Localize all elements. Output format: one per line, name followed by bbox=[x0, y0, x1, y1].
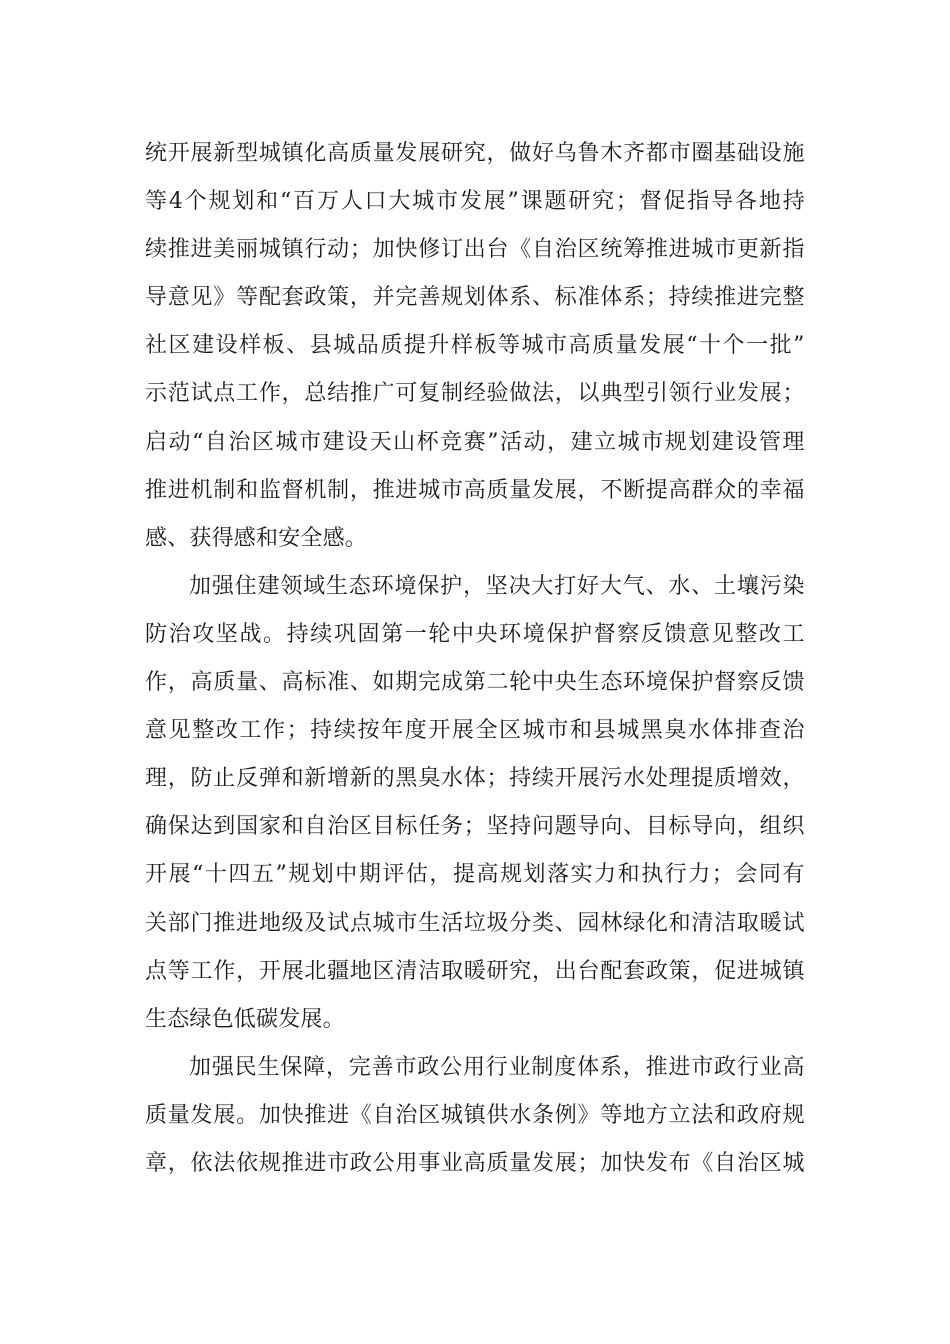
text-line: 加 强 住 建 领 域 生 态 环 境 保 护 ， 坚 决 大 打 好 大 气 、 水 、 土 壤 污 染 bbox=[189, 573, 805, 599]
text-line: 防 治 攻 坚 战 。 持 续 巩 固 第 一 轮 中 央 环 境 保 护 督 察 反 馈 意 见 整 改 工 bbox=[145, 621, 805, 647]
text-line: 确 保 达 到 国 家 和 自 治 区 目 标 任 务 ； 坚 持 问 题 导 向 、 目 标 导 向 ， 组 织 bbox=[145, 814, 805, 840]
text-line: 统 开 展 新 型 城 镇 化 高 质 量 发 展 研 究 ， 做 好 乌 鲁 木 齐 都 市 圈 基 础 设 施 bbox=[145, 141, 805, 166]
text-line: 加 强 民 生 保 障 ， 完 善 市 政 公 用 行 业 制 度 体 系 ， 推 进 市 政 行 业 高 bbox=[189, 1054, 805, 1080]
text-line: 开 展 “ 十 四 五 ” 规 划 中 期 评 估 ， 提 高 规 划 落 实 力 和 执 行 力 ； 会 同 有 bbox=[145, 862, 805, 888]
text-line: 意 见 整 改 工 作 ； 持 续 按 年 度 开 展 全 区 城 市 和 县 城 黑 臭 水 体 排 查 治 bbox=[145, 718, 805, 744]
text-line: 示 范 试 点 工 作 ， 总 结 推 广 可 复 制 经 验 做 法 ， 以 典 型 引 领 行 业 发 展 ； bbox=[145, 381, 805, 407]
text-line: 续 推 进 美 丽 城 镇 行 动 ； 加 快 修 订 出 台 《 自 治 区 统 筹 推 进 城 市 更 新 指 bbox=[145, 237, 805, 263]
text-line: 作 ， 高 质 量 、 高 标 准 、 如 期 完 成 第 二 轮 中 央 生 态 环 境 保 护 督 察 反 馈 bbox=[145, 670, 805, 696]
text-line: 感、获得感和安全感。 bbox=[145, 525, 368, 551]
text-line: 质 量 发 展 。 加 快 推 进 《 自 治 区 城 镇 供 水 条 例 》 等 地 方 立 法 和 政 府 规 bbox=[145, 1102, 805, 1128]
text-line: 启 动 “ 自 治 区 城 市 建 设 天 山 杯 竞 赛 ” 活 动 ， 建 立 城 市 规 划 建 设 管 理 bbox=[145, 429, 805, 455]
text-line: 理 ， 防 止 反 弹 和 新 增 新 的 黑 臭 水 体 ； 持 续 开 展 污 水 处 理 提 质 增 效 ， bbox=[145, 766, 805, 792]
text-line: 章 ， 依 法 依 规 推 进 市 政 公 用 事 业 高 质 量 发 展 ； 加 快 发 布 《 自 治 区 城 bbox=[145, 1150, 805, 1176]
body-text bbox=[145, 134, 805, 1192]
text-line: 推 进 机 制 和 监 督 机 制 ， 推 进 城 市 高 质 量 发 展 ， 不 断 提 高 群 众 的 幸 福 bbox=[145, 477, 805, 503]
text-line: 等 4 个 规 划 和 “ 百 万 人 口 大 城 市 发 展 ” 课 题 研 究 ； 督 促 指 导 各 地 持 bbox=[145, 189, 805, 215]
text-line: 关 部 门 推 进 地 级 及 试 点 城 市 生 活 垃 圾 分 类 、 园 林 绿 化 和 清 洁 取 暖 试 bbox=[145, 910, 805, 936]
text-line: 生态绿色低碳发展。 bbox=[145, 1006, 345, 1032]
text-line: 导 意 见 》 等 配 套 政 策 ， 并 完 善 规 划 体 系 、 标 准 体 系 ； 持 续 推 进 完 整 bbox=[145, 285, 805, 311]
text-line: 点 等 工 作 ， 开 展 北 疆 地 区 清 洁 取 暖 研 究 ， 出 台 配 套 政 策 ， 促 进 城 镇 bbox=[145, 958, 805, 984]
text-line: 社 区 建 设 样 板 、 县 城 品 质 提 升 样 板 等 城 市 高 质 量 发 展 “ 十 个 一 批 ” bbox=[145, 333, 805, 359]
